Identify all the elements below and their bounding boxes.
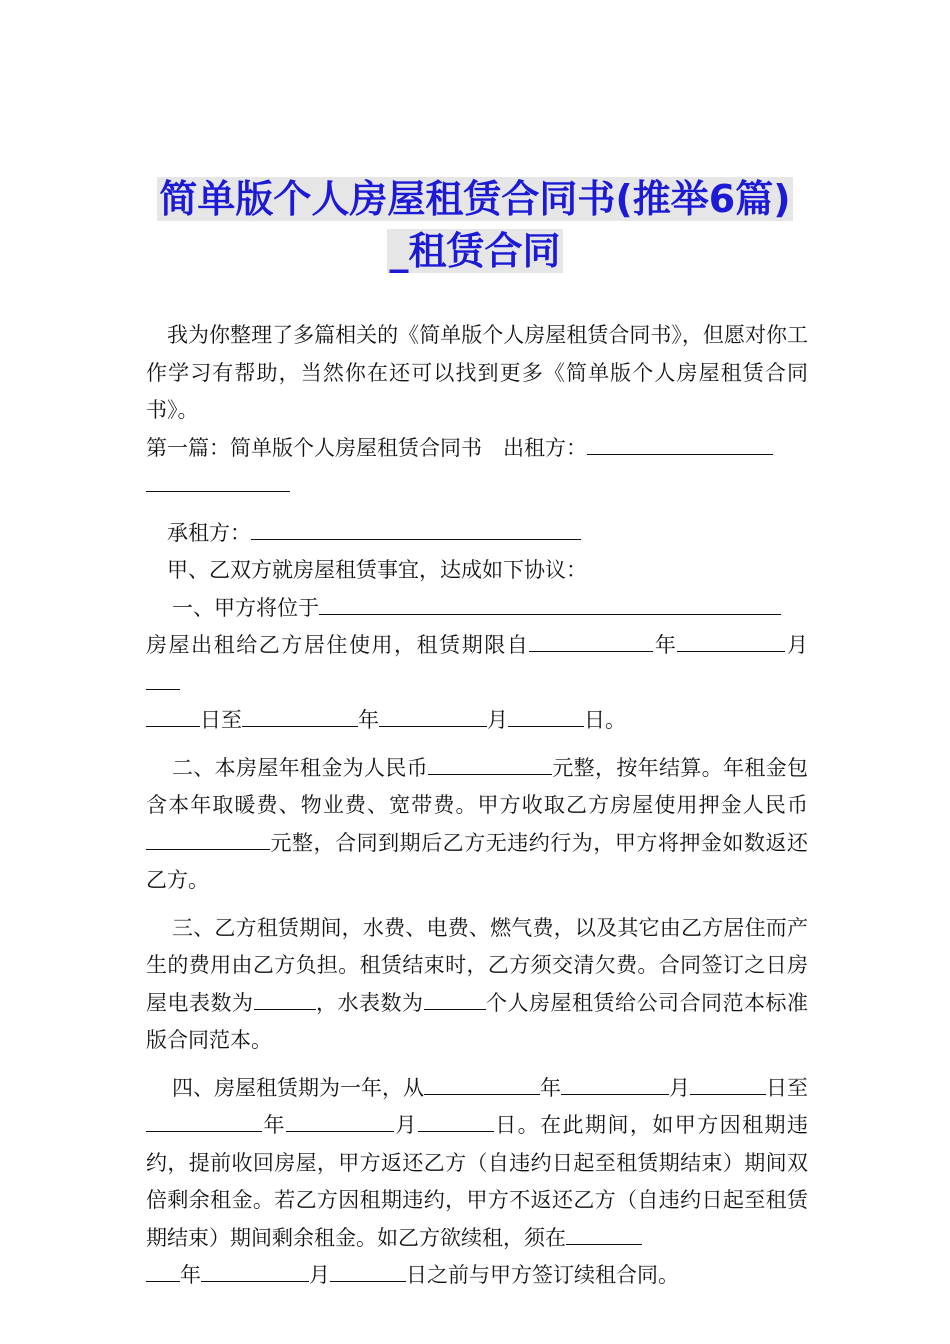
title-text-2: _租赁合同: [389, 229, 561, 273]
lessee-label: 承租方：: [167, 520, 251, 545]
clause-1-text-d: 月: [785, 633, 809, 657]
clause-1-text-h: 日。: [584, 708, 626, 732]
clause-4-text-a: 四、房屋租赁期为一年，从: [172, 1075, 424, 1100]
clause-1-text-e: 日至: [200, 708, 242, 732]
clause-4-text-f: 月: [393, 1113, 418, 1137]
clause-4: [146, 1070, 808, 1295]
document-body: [146, 317, 808, 1295]
start-day-blank-cont: [146, 704, 200, 727]
agreement-line: 甲、乙双方就房屋租赁事宜，达成如下协议：: [167, 558, 587, 582]
lessor-blank: [587, 431, 773, 454]
lessee-blank: [251, 516, 581, 539]
start-month-blank: [677, 629, 785, 652]
term-end-year-blank: [146, 1109, 262, 1132]
document-title-line-2: [0, 226, 950, 276]
clause-2-text-c: 元整，合同到期后乙方无违约行为，甲方将押金如数返还乙方。: [146, 830, 808, 892]
clause-1-text-c: 年: [653, 633, 678, 657]
start-year-blank: [529, 629, 653, 652]
term-end-month-blank: [286, 1109, 394, 1132]
clause-4-text-j: 日之前与甲方签订续租合同。: [406, 1263, 679, 1287]
address-blank: [319, 591, 781, 614]
clause-4-text-e: 年: [262, 1113, 286, 1137]
electric-meter-blank: [254, 986, 316, 1009]
clause-1: [146, 590, 808, 740]
chapter-1-heading-text: 第一篇：简单版个人房屋租赁合同书 出租方：: [146, 435, 587, 460]
renewal-day-blank: [330, 1259, 406, 1282]
annual-rent-blank: [428, 751, 552, 774]
clause-1-text-g: 月: [487, 708, 508, 732]
clause-4-text-g: 日。在此期间，如甲方因租期违约，提前收回房屋，甲方返还乙方（自违约日起至租赁期结束）期间双倍剩余租金。若乙方因租期违约，甲方不返还乙方（自违约日起至租赁期结束）期间剩余租金。如乙方欲续租，须在: [146, 1113, 809, 1250]
document-title-line-1: [0, 174, 950, 224]
start-day-blank: [146, 666, 180, 689]
end-month-blank: [379, 704, 487, 727]
clause-1-text-a: 一、甲方将位于: [172, 595, 319, 620]
clause-2-text-b: 元整，按年结算。年租金包含本年取暖费、物业费、宽带费。甲方收取乙方房屋使用押金人民币: [146, 755, 808, 817]
clause-4-text-c: 月: [669, 1075, 690, 1100]
lessee-line: [146, 515, 808, 553]
deposit-blank: [146, 826, 270, 849]
clause-4-text-b: 年: [540, 1075, 561, 1100]
renewal-year-blank-cont: [146, 1259, 180, 1282]
title-text-1: 简单版个人房屋租赁合同书(推举6篇): [159, 177, 791, 221]
renewal-year-blank: [566, 1221, 642, 1244]
clause-3: [146, 910, 808, 1060]
chapter-1-heading: [146, 430, 808, 505]
end-day-blank: [508, 704, 584, 727]
term-start-month-blank: [561, 1071, 669, 1094]
term-start-day-blank: [690, 1071, 766, 1094]
renewal-month-blank: [201, 1259, 309, 1282]
water-meter-blank: [424, 986, 486, 1009]
clause-3-text-a: 三、乙方租赁期间，水费、电费、燃气费，以及其它由乙方居住而产生的费用由乙方负担。租赁结束时，乙方须交清欠费。合同签订之日房屋电表数为: [146, 915, 808, 1015]
clause-2: [146, 750, 808, 900]
clause-3-text-c: 个人房屋租赁给公司合同范本标准版合同范本。: [146, 990, 808, 1052]
clause-4-text-h: 年: [180, 1263, 201, 1287]
clause-4-text-d: 日至: [766, 1075, 808, 1100]
term-end-day-blank: [418, 1109, 494, 1132]
clause-3-text-b: ，水表数为: [315, 990, 424, 1015]
end-year-blank: [242, 704, 358, 727]
term-start-year-blank: [424, 1071, 540, 1094]
clause-4-text-i: 月: [309, 1263, 330, 1287]
clause-1-text-b: 房屋出租给乙方居住使用，租赁期限自: [146, 633, 530, 657]
clause-1-text-f: 年: [358, 708, 379, 732]
lessor-blank-cont: [146, 469, 290, 492]
intro-paragraph: 我为你整理了多篇相关的《简单版个人房屋租赁合同书》，但愿对你工作学习有帮助，当然你在还可以找到更多《简单版个人房屋租赁合同书》。: [146, 323, 808, 422]
clause-2-text-a: 二、本房屋年租金为人民币: [172, 755, 428, 780]
